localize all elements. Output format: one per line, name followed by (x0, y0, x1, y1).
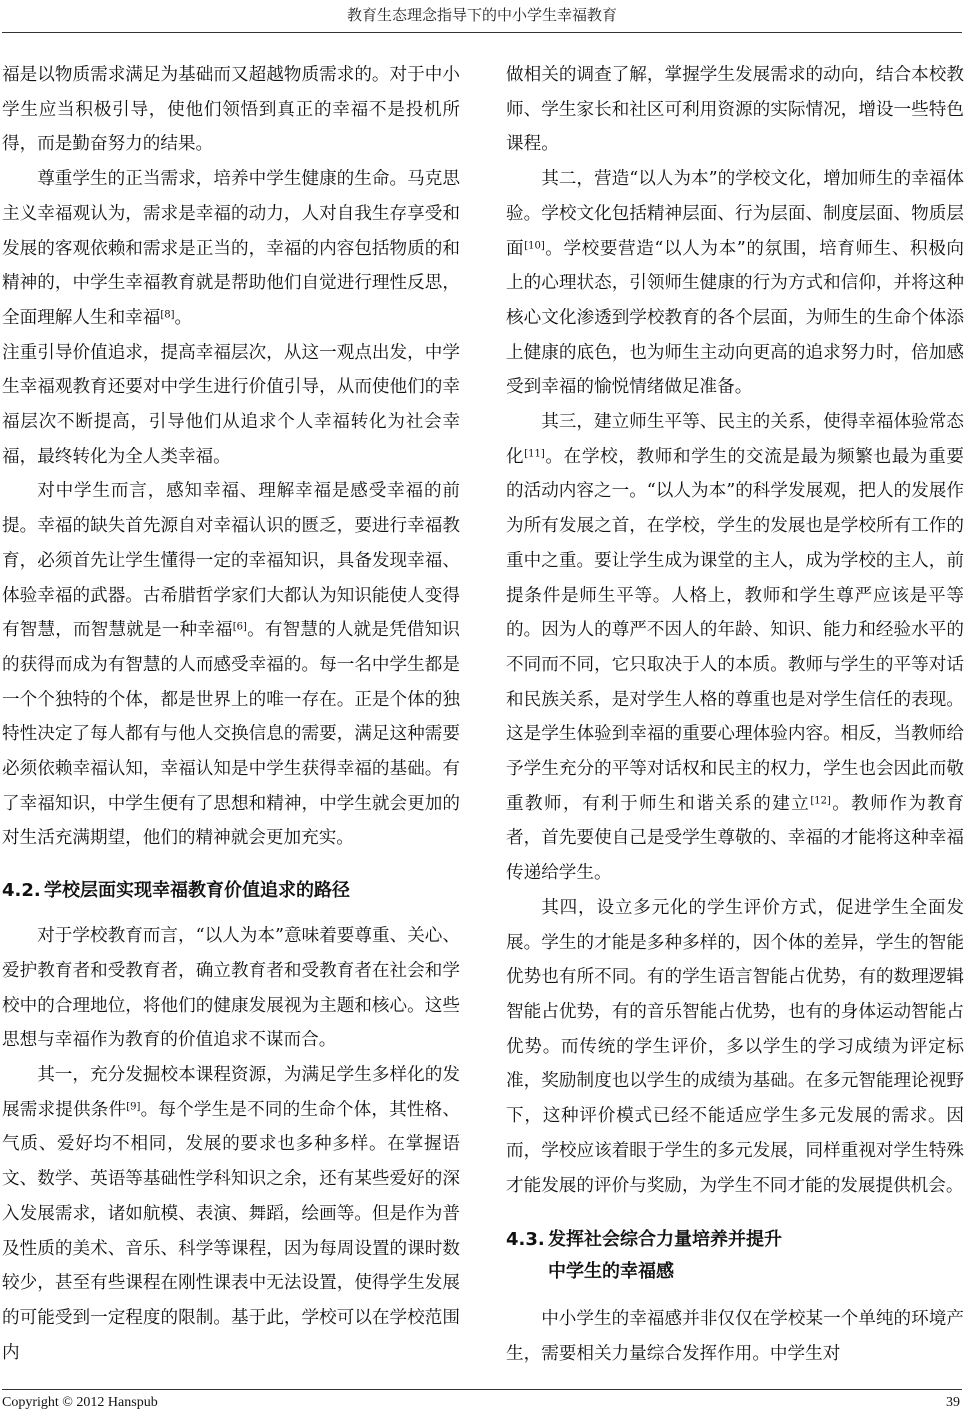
citation: [9] (126, 1101, 141, 1113)
paragraph: 其四，设立多元化的学生评价方式，促进学生全面发展。学生的才能是多种多样的，因个体的差异，学生的智能优势也有所不同。有的学生语言智能占优势，有的数理逻辑智能占优势，有的音乐智能占优势，也有的身体运动智能占优势。而传统的学生评价，多以学生的学习成绩为评定标准，奖励制度也以学生的成绩为基础。在多元智能理论视野下，这种评价模式已经不能适应学生多元发展的需求。因而，学校应该着眼于学生的多元发展，同样重视对学生特殊才能发展的评价与奖励，为学生不同才能的发展提供机会。 (506, 897, 964, 1196)
citation: [8] (160, 309, 175, 321)
right-column (506, 58, 964, 1372)
paragraph-text: 。在学校，教师和学生的交流是最为频繁也最为重要的活动内容之一。“以人为本”的科学发展观，把人的发展作为所有发展之首，在学校，学生的发展也是学校所有工作的重中之重。要让学生成为课堂的主人，成为学校的主人，前提条件是师生平等。人格上，教师和学生尊严应该是平等的。因为人的尊严不因人的年龄、知识、能力和经验水平的不同而不同，它只取决于人的本质。教师与学生的平等对话和民族关系，是对学生人格的尊重也是对学生信任的表现。这是学生体验到幸福的重要心理体验内容。相反，当教师给予学生充分的平等对话权和民主的权力，学生也会因此而敬重教师，有利于师生和谐关系的建立 (506, 446, 964, 814)
paragraph (506, 162, 964, 405)
paragraph (2, 474, 460, 856)
section-number: 4.3. (506, 1229, 545, 1251)
left-column (2, 58, 460, 1370)
paragraph: 福是以物质需求满足为基础而又超越物质需求的。对于中小学生应当积极引导，使他们领悟到真正的幸福不是投机所得，而是勤奋努力的结果。 (2, 65, 460, 155)
paragraph-text: 其二，营造“以人为本”的学校文化，增加师生的幸福体验。学校文化包括精神层面、行为层面、制度层面、物质层面 (506, 169, 964, 259)
paragraph (2, 1058, 460, 1370)
paragraph-text: 。有智慧的人就是凭借知识的获得而成为有智慧的人而感受幸福的。每一名中学生都是一个个独特的个体，都是世界上的唯一存在。正是个体的独特性决定了每人都有与他人交换信息的需要，满足这种需要必须依赖幸福认知，幸福认知是中学生获得幸福的基础。有了幸福知识，中学生便有了思想和精神，中学生就会更加的对生活充满期望，他们的精神就会更加充实。 (2, 620, 460, 849)
paragraph-text: 其一，充分发掘校本课程资源，为满足学生多样化的发展需求提供条件 (2, 1064, 460, 1120)
citation: [10] (524, 240, 545, 252)
paragraph-text: 其三，建立师生平等、民主的关系，使得幸福体验常态化 (506, 412, 964, 467)
paragraph: 做相关的调查了解，掌握学生发展需求的动向，结合本校教师、学生家长和社区可利用资源的实际情况，增设一些特色课程。 (506, 65, 964, 155)
citation: [6] (232, 621, 247, 633)
page-number: 39 (946, 1395, 960, 1410)
paragraph-text: 。 (174, 307, 193, 328)
paragraph (2, 162, 460, 336)
section-number: 4.2. (2, 880, 41, 902)
paragraph: 注重引导价值追求，提高幸福层次，从这一观点出发，中学生幸福观教育还要对中学生进行价值引导，从而使他们的幸福层次不断提高，引导他们从追求个人幸福转化为社会幸福，最终转化为全人类幸福。 (2, 342, 460, 467)
citation: [11] (524, 448, 545, 460)
paragraph (506, 405, 964, 891)
footer-rule (2, 1389, 962, 1390)
citation: [12] (810, 795, 831, 807)
section-title: 发挥社会综合力量培养并提升 (548, 1229, 782, 1251)
section-heading (2, 875, 460, 907)
paragraph-text: 尊重学生的正当需求，培养中学生健康的生命。马克思主义幸福观认为，需求是幸福的动力，人对自我生存享受和发展的客观依赖和需求是正当的，幸福的内容包括物质的和精神的，中学生幸福教育就是帮助他们自觉进行理性反思，全面理解人生和幸福 (2, 169, 460, 328)
copyright-notice: Copyright © 2012 Hanspub (2, 1395, 158, 1410)
paragraph-text: 。每个学生是不同的生命个体，其性格、气质、爱好均不相同，发展的要求也多种多样。在掌握语文、数学、英语等基础性学科知识之余，还有某些爱好的深入发展需求，诸如航模、表演、舞蹈，绘画等。但是作为普及性质的美术、音乐、科学等课程，因为每周设置的课时数较少，甚至有些课程在刚性课表中无法设置，使得学生发展的可能受到一定程度的限制。基于此，学校可以在学校范围内 (2, 1099, 460, 1363)
paragraph-text: 。学校要营造“以人为本”的氛围，培育师生、积极向上的心理状态，引领师生健康的行为方式和信仰，并将这种核心文化渗透到学校教育的各个层面，为师生的生命个体添上健康的底色，也为师生主动向更高的追求努力时，倍加感受到幸福的愉悦情绪做足准备。 (506, 238, 964, 398)
section-heading (506, 1224, 964, 1288)
header-rule (2, 32, 962, 33)
running-head: 教育生态理念指导下的中小学生幸福教育 (346, 6, 617, 24)
paragraph-text: 。教师作为教育者，首先要使自己是受学生尊敬的、幸福的才能将这种幸福传递给学生。 (506, 793, 964, 884)
paragraph-text: 对中学生而言，感知幸福、理解幸福是感受幸福的前提。幸福的缺失首先源自对幸福认识的匮乏，要进行幸福教育，必须首先让学生懂得一定的幸福知识，具备发现幸福、体验幸福的武器。古希腊哲学家们大都认为知识能使人变得有智慧，而智慧就是一种幸福 (2, 481, 460, 641)
paragraph: 中小学生的幸福感并非仅仅在学校某一个单纯的环境产生，需要相关力量综合发挥作用。中学生对 (506, 1309, 964, 1364)
section-title: 学校层面实现幸福教育价值追求的路径 (44, 880, 350, 902)
paragraph: 对于学校教育而言，“以人为本”意味着要尊重、关心、爱护教育者和受教育者，确立教育者和受教育者在社会和学校中的合理地位，将他们的健康发展视为主题和核心。这些思想与幸福作为教育的价值追求不谋而合。 (2, 926, 460, 1051)
section-title-continued: 中学生的幸福感 (548, 1261, 674, 1283)
